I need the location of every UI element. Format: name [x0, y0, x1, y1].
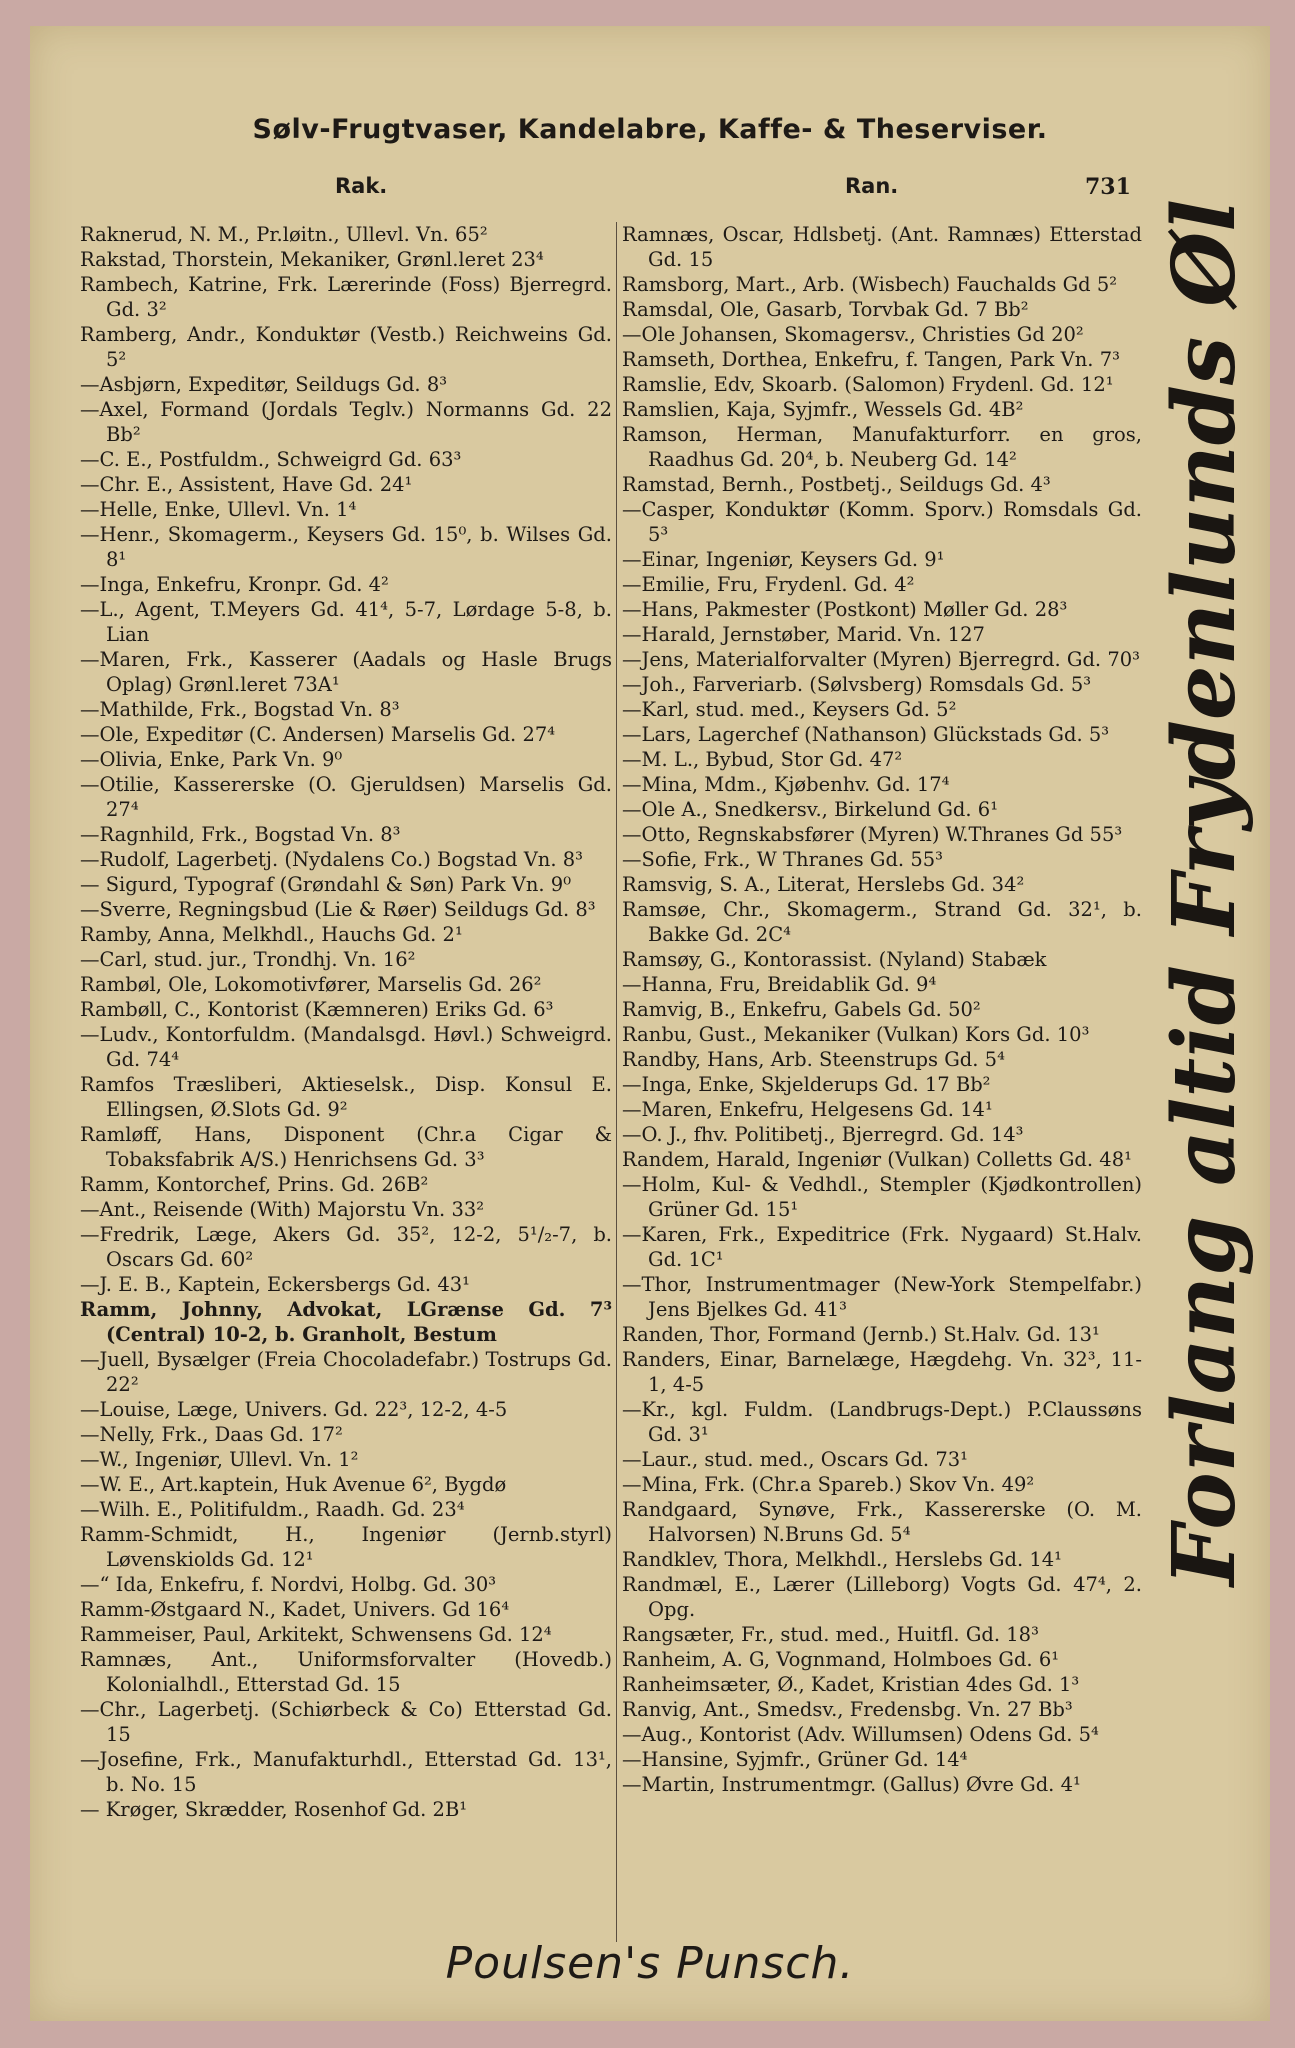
directory-entry: —Carl, stud. jur., Trondhj. Vn. 16²	[80, 948, 416, 971]
directory-entry: —Einar, Ingeniør, Keysers Gd. 9¹	[622, 548, 945, 571]
directory-entry: —Mina, Mdm., Kjøbenhv. Gd. 17⁴	[622, 773, 950, 796]
directory-entry: —W. E., Art.kaptein, Huk Avenue 6², Bygdø	[80, 1473, 507, 1496]
directory-entry: Ramslie, Edv, Skoarb. (Salomon) Frydenl. Gd. 12¹	[622, 373, 1114, 396]
directory-entry: Ranheim, A. G, Vognmand, Holmboes Gd. 6¹	[622, 1648, 1060, 1671]
directory-entry: —Laur., stud. med., Oscars Gd. 73¹	[622, 1448, 968, 1471]
directory-entry: Ramstad, Bernh., Postbetj., Seildugs Gd. 4³	[622, 473, 1051, 496]
directory-entry: —Fredrik, Læge, Akers Gd. 35², 12-2, 5¹/₂-7, b. Oscars Gd. 60²	[80, 1223, 612, 1271]
directory-entry: —Inga, Enkefru, Kronpr. Gd. 4²	[80, 573, 389, 596]
directory-entry: —Ole, Expeditør (C. Andersen) Marselis Gd. 27⁴	[80, 723, 556, 746]
directory-entry: —Hansine, Syjmfr., Grüner Gd. 14⁴	[622, 1748, 968, 1771]
directory-entry: —Martin, Instrumentmgr. (Gallus) Øvre Gd. 4¹	[622, 1773, 1081, 1796]
directory-entry: —Rudolf, Lagerbetj. (Nydalens Co.) Bogstad Vn. 8³	[80, 848, 583, 871]
directory-entry: Randby, Hans, Arb. Steenstrups Gd. 5⁴	[622, 1048, 1005, 1071]
directory-entry: —Emilie, Fru, Frydenl. Gd. 4²	[622, 573, 915, 596]
directory-entry: Ramløff, Hans, Disponent (Chr.a Cigar & Tobaksfabrik A/S.) Henrichsens Gd. 3³	[80, 1123, 612, 1171]
directory-entry: —Sverre, Regningsbud (Lie & Røer) Seildugs Gd. 8³	[80, 898, 596, 921]
directory-entry: Ramby, Anna, Melkhdl., Hauchs Gd. 2¹	[80, 923, 463, 946]
directory-entry: —“ Ida, Enkefru, f. Nordvi, Holbg. Gd. 30³	[80, 1573, 497, 1596]
directory-entry: —W., Ingeniør, Ullevl. Vn. 1²	[80, 1448, 359, 1471]
directory-entry: Rakstad, Thorstein, Mekaniker, Grønl.leret 23⁴	[80, 248, 544, 271]
directory-entry: —Jens, Materialforvalter (Myren) Bjerregrd. Gd. 70³	[622, 648, 1140, 671]
directory-entry: Rambech, Katrine, Frk. Lærerinde (Foss) Bjerregrd. Gd. 3²	[80, 273, 612, 321]
directory-entry: —Juell, Bysælger (Freia Chocoladefabr.) Tostrups Gd. 22²	[80, 1348, 612, 1396]
directory-entry: —Hans, Pakmester (Postkont) Møller Gd. 28³	[622, 598, 1068, 621]
directory-entry: Ramm-Østgaard N., Kadet, Univers. Gd 16⁴	[80, 1598, 510, 1621]
directory-entry: —Sofie, Frk., W Thranes Gd. 55³	[622, 848, 943, 871]
directory-entry: Ramseth, Dorthea, Enkefru, f. Tangen, Park Vn. 7³	[622, 348, 1120, 371]
column-divider	[616, 222, 617, 1942]
directory-entry: Ramm, Kontorchef, Prins. Gd. 26B²	[80, 1173, 429, 1196]
directory-entry: Ramsøe, Chr., Skomagerm., Strand Gd. 32¹, b. Bakke Gd. 2C⁴	[622, 898, 1142, 946]
directory-entry: Rangsæter, Fr., stud. med., Huitfl. Gd. 18³	[622, 1623, 1039, 1646]
directory-entry: —Chr., Lagerbetj. (Schiørbeck & Co) Etterstad Gd. 15	[80, 1698, 612, 1746]
directory-entry: Ramfos Træsliberi, Aktieselsk., Disp. Konsul E. Ellingsen, Ø.Slots Gd. 9²	[80, 1073, 612, 1121]
directory-entry: —Mathilde, Frk., Bogstad Vn. 8³	[80, 698, 400, 721]
directory-entry: —Casper, Konduktør (Komm. Sporv.) Romsdals Gd. 5³	[622, 498, 1142, 546]
directory-entry: —Axel, Formand (Jordals Teglv.) Normanns Gd. 22 Bb²	[80, 398, 612, 446]
directory-entry: Randmæl, E., Lærer (Lilleborg) Vogts Gd. 47⁴, 2. Opg.	[622, 1573, 1142, 1621]
directory-entry: —Holm, Kul- & Vedhdl., Stempler (Kjødkontrollen) Grüner Gd. 15¹	[622, 1173, 1142, 1221]
directory-entry: —Otilie, Kassererske (O. Gjeruldsen) Marselis Gd. 27⁴	[80, 773, 612, 821]
directory-entry: Randem, Harald, Ingeniør (Vulkan) Colletts Gd. 48¹	[622, 1148, 1132, 1171]
directory-entry: —Harald, Jernstøber, Marid. Vn. 127	[622, 623, 985, 646]
directory-entry: Ramsborg, Mart., Arb. (Wisbech) Fauchalds Gd 5²	[622, 273, 1118, 296]
right-column-heading: Ran.	[845, 174, 899, 198]
directory-entry: —Inga, Enke, Skjelderups Gd. 17 Bb²	[622, 1073, 991, 1096]
directory-entry: —Ragnhild, Frk., Bogstad Vn. 8³	[80, 823, 401, 846]
directory-entry: Ramvig, B., Enkefru, Gabels Gd. 50²	[622, 998, 981, 1021]
directory-entry: —Lars, Lagerchef (Nathanson) Glückstads Gd. 5³	[622, 723, 1110, 746]
directory-entry: —Ant., Reisende (With) Majorstu Vn. 33²	[80, 1198, 485, 1221]
directory-entry: —Chr. E., Assistent, Have Gd. 24¹	[80, 473, 413, 496]
side-advertisement: Forlang altid Frydenlunds Øl	[1154, 199, 1255, 1586]
directory-entry: —L., Agent, T.Meyers Gd. 41⁴, 5-7, Lørdage 5-8, b. Lian	[80, 598, 612, 646]
directory-entry: —Olivia, Enke, Park Vn. 9⁰	[80, 748, 343, 771]
directory-entry: Ramnæs, Ant., Uniformsforvalter (Hovedb.) Kolonialhdl., Etterstad Gd. 15	[80, 1648, 612, 1696]
directory-entry: Raknerud, N. M., Pr.løitn., Ullevl. Vn. 65²	[80, 223, 488, 246]
directory-entry: —Thor, Instrumentmager (New-York Stempelfabr.) Jens Bjelkes Gd. 41³	[622, 1273, 1142, 1321]
directory-entry: —Mina, Frk. (Chr.a Spareb.) Skov Vn. 49²	[622, 1473, 1035, 1496]
directory-entry: —M. L., Bybud, Stor Gd. 47²	[622, 748, 903, 771]
directory-entry: Ramson, Herman, Manufakturforr. en gros, Raadhus Gd. 20⁴, b. Neuberg Gd. 14²	[622, 423, 1142, 471]
directory-entry: Ramm-Schmidt, H., Ingeniør (Jernb.styrl) Løvenskiolds Gd. 12¹	[80, 1523, 612, 1571]
directory-entry: Ramsøy, G., Kontorassist. (Nyland) Stabæk	[622, 948, 1047, 971]
directory-entry: —Wilh. E., Politifuldm., Raadh. Gd. 23⁴	[80, 1498, 465, 1521]
directory-entry: —Otto, Regnskabsfører (Myren) W.Thranes Gd 55³	[622, 823, 1123, 846]
directory-entry: Ramnæs, Oscar, Hdlsbetj. (Ant. Ramnæs) Etterstad Gd. 15	[622, 223, 1142, 271]
directory-entry: Rambøll, C., Kontorist (Kæmneren) Eriks Gd. 6³	[80, 998, 554, 1021]
left-column-heading: Rak.	[335, 174, 388, 198]
directory-entry: Ranbu, Gust., Mekaniker (Vulkan) Kors Gd. 10³	[622, 1023, 1090, 1046]
directory-entry: Rambøl, Ole, Lokomotivfører, Marselis Gd. 26²	[80, 973, 542, 996]
directory-entry: —C. E., Postfuldm., Schweigrd Gd. 63³	[80, 448, 462, 471]
directory-entry: Ramberg, Andr., Konduktør (Vestb.) Reichweins Gd. 5²	[80, 323, 612, 371]
directory-entry: —Asbjørn, Expeditør, Seildugs Gd. 8³	[80, 373, 448, 396]
directory-entry: Randgaard, Synøve, Frk., Kassererske (O. M. Halvorsen) N.Bruns Gd. 5⁴	[622, 1498, 1142, 1546]
directory-entry: —Josefine, Frk., Manufakturhdl., Etterstad Gd. 13¹, b. No. 15	[80, 1748, 612, 1796]
directory-entry: —Henr., Skomagerm., Keysers Gd. 15⁰, b. Wilses Gd. 8¹	[80, 523, 612, 571]
directory-entry: —Helle, Enke, Ullevl. Vn. 1⁴	[80, 498, 357, 521]
directory-entry: Ramslien, Kaja, Syjmfr., Wessels Gd. 4B²	[622, 398, 1024, 421]
right-column	[622, 222, 1142, 1942]
directory-entry: —J. E. B., Kaptein, Eckersbergs Gd. 43¹	[80, 1273, 470, 1296]
directory-entry: —Hanna, Fru, Breidablik Gd. 9⁴	[622, 973, 937, 996]
directory-entry: — Sigurd, Typograf (Grøndahl & Søn) Park Vn. 9⁰	[80, 873, 572, 896]
directory-entry: —O. J., fhv. Politibetj., Bjerregrd. Gd. 14³	[622, 1123, 1024, 1146]
directory-entry: —Karen, Frk., Expeditrice (Frk. Nygaard) St.Halv. Gd. 1C¹	[622, 1223, 1142, 1271]
directory-entry: —Ole A., Snedkersv., Birkelund Gd. 6¹	[622, 798, 999, 821]
directory-entry: Ramm, Johnny, Advokat, LGrænse Gd. 7³ (Central) 10-2, b. Granholt, Bestum	[80, 1298, 612, 1346]
directory-entry: —Ludv., Kontorfuldm. (Mandalsgd. Høvl.) Schweigrd. Gd. 74⁴	[80, 1023, 612, 1071]
directory-page	[30, 26, 1270, 2021]
directory-entry: —Ole Johansen, Skomagersv., Christies Gd 20²	[622, 323, 1084, 346]
directory-entry: —Karl, stud. med., Keysers Gd. 5²	[622, 698, 957, 721]
directory-entry: —Maren, Frk., Kasserer (Aadals og Hasle Brugs Oplag) Grønl.leret 73A¹	[80, 648, 612, 696]
directory-entry: Rammeiser, Paul, Arkitekt, Schwensens Gd. 12⁴	[80, 1623, 552, 1646]
directory-entry: —Kr., kgl. Fuldm. (Landbrugs-Dept.) P.Claussøns Gd. 3¹	[622, 1398, 1142, 1446]
directory-entry: Ramsdal, Ole, Gasarb, Torvbak Gd. 7 Bb²	[622, 298, 1029, 321]
directory-entry: —Maren, Enkefru, Helgesens Gd. 14¹	[622, 1098, 993, 1121]
bottom-advertisement: Poulsen's Punsch.	[445, 1938, 855, 1989]
directory-entry: Ranvig, Ant., Smedsv., Fredensbg. Vn. 27 Bb³	[622, 1698, 1073, 1721]
left-column	[80, 222, 612, 1942]
top-advertisement: Sølv-Frugtvaser, Kandelabre, Kaffe- & Theserviser.	[252, 114, 1048, 145]
directory-entry: —Louise, Læge, Univers. Gd. 22³, 12-2, 4-5	[80, 1398, 508, 1421]
directory-entry: Randen, Thor, Formand (Jernb.) St.Halv. Gd. 13¹	[622, 1323, 1100, 1346]
directory-entry: —Nelly, Frk., Daas Gd. 17²	[80, 1423, 343, 1446]
directory-entry: — Krøger, Skrædder, Rosenhof Gd. 2B¹	[80, 1798, 468, 1821]
directory-entry: Ranheimsæter, Ø., Kadet, Kristian 4des Gd. 1³	[622, 1673, 1080, 1696]
page-number: 731	[1085, 174, 1131, 200]
directory-entry: —Joh., Farveriarb. (Sølvsberg) Romsdals Gd. 5³	[622, 673, 1092, 696]
directory-entry: —Aug., Kontorist (Adv. Willumsen) Odens Gd. 5⁴	[622, 1723, 1099, 1746]
directory-entry: Ramsvig, S. A., Literat, Herslebs Gd. 34²	[622, 873, 1025, 896]
directory-entry: Randers, Einar, Barnelæge, Hægdehg. Vn. 32³, 11-1, 4-5	[622, 1348, 1142, 1396]
directory-entry: Randklev, Thora, Melkhdl., Herslebs Gd. 14¹	[622, 1548, 1062, 1571]
